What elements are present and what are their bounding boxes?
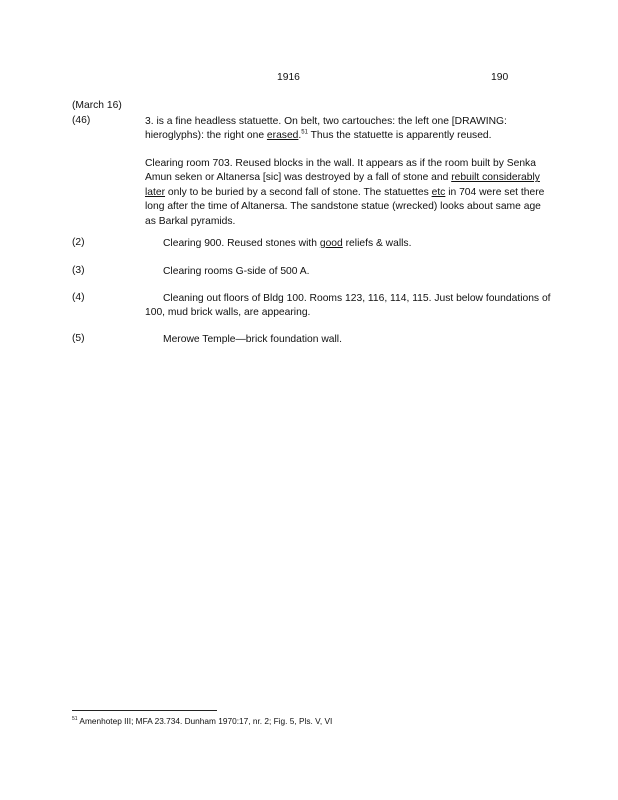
entry-label-2: (2) [72,237,85,248]
text-segment: only to be buried by a second fall of stone. The statuettes [165,186,432,198]
text-line [145,129,555,143]
text-segment: Clearing 900. Reused stones with [163,238,320,249]
text-segment: reliefs & walls. [342,238,412,249]
text-segment: Thus the statuette is apparently reused. [307,130,492,142]
footnote-separator [72,710,217,711]
text-line: as Barkal pyramids. [145,215,236,227]
footnote [72,716,332,726]
entry-3-text: Clearing rooms G-side of 500 A. [163,266,310,277]
text-segment: . [298,130,302,142]
text-line [145,186,555,200]
underlined-phrase: rebuilt considerably [451,172,540,184]
text-line: Clearing room 703. Reused blocks in the wall. It appears as if the room built by Senka [145,158,536,169]
text-line: 100, mud brick walls, are appearing. [145,307,311,319]
entry-2-text [145,237,555,251]
page-number: 190 [491,72,509,83]
underlined-word-good: good [319,238,343,249]
underlined-word-erased: erased [266,130,299,142]
text-segment: hieroglyphs): the right one [145,130,267,142]
header-year: 1916 [277,72,300,83]
text-segment: in 704 were set there [445,186,545,198]
footnote-ref[interactable]: 51 [301,129,308,136]
text-line: 3. is a fine headless statuette. On belt, two cartouches: the left one [DRAWING: [145,116,507,127]
text-segment: Amun seken or Altanersa [sic] was destroyed by a fall of stone and [145,172,452,184]
entry-5-text: Merowe Temple—brick foundation wall. [163,334,342,345]
underlined-word-etc: etc [431,186,446,198]
text-line: long after the time of Altanersa. The sandstone statue (wrecked) looks about same age [145,201,541,213]
entry-label-5: (5) [72,333,85,344]
entry-4-text [145,292,555,321]
entry-46-paragraph-2 [145,157,555,229]
entry-date: (March 16) [72,100,122,111]
entry-label-3: (3) [72,265,85,276]
entry-label-4: (4) [72,292,85,303]
entry-label-46: (46) [72,115,91,126]
text-line: Cleaning out floors of Bldg 100. Rooms 123, 116, 114, 115. Just below foundations of [163,293,551,304]
entry-46-paragraph-1 [145,115,555,144]
underlined-word-later: later [145,186,166,198]
text-line [145,171,555,185]
footnote-number: 51 [72,716,78,723]
footnote-text: Amenhotep III; MFA 23.734. Dunham 1970:17, nr. 2; Fig. 5, Pls. V, VI [77,716,333,726]
